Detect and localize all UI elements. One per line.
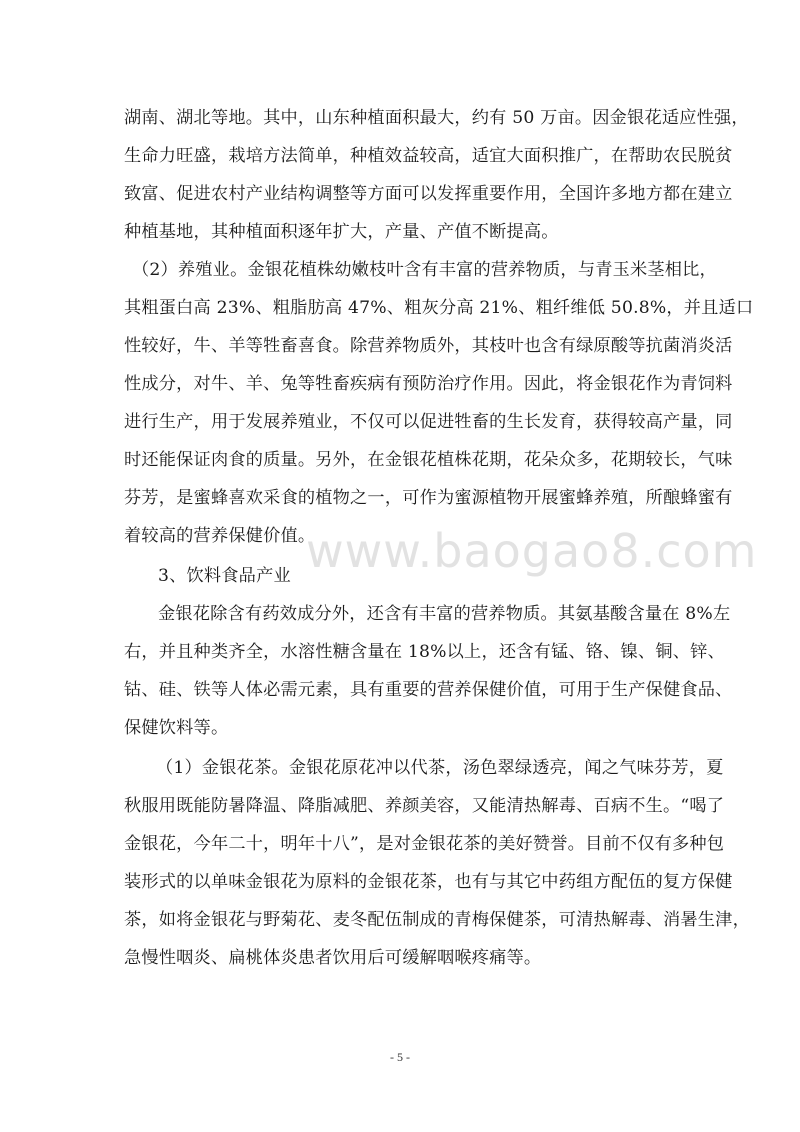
body-line: 致富、促进农村产业结构调整等方面可以发挥重要作用，全国许多地方都在建立 (124, 184, 733, 204)
watermark: www.baogao8.com (306, 524, 758, 578)
body-line: 生命力旺盛，栽培方法简单，种植效益较高，适宜大面积推广，在帮助农民脱贫 (124, 146, 733, 166)
body-line: 芬芳，是蜜蜂喜欢采食的植物之一，可作为蜜源植物开展蜜蜂养殖，所酿蜂蜜有 (124, 488, 733, 508)
section-heading: 3、饮料食品产业 (158, 566, 291, 586)
body-line: 保健饮料等。 (124, 718, 229, 738)
body-line: （2）养殖业。金银花植株幼嫩枝叶含有丰富的营养物质，与青玉米茎相比， (132, 260, 717, 280)
body-line: 金银花，今年二十，明年十八”，是对金银花茶的美好赞誉。目前不仅有多种包 (124, 834, 725, 854)
body-line: 湖南、湖北等地。其中，山东种植面积最大，约有 50 万亩。因金银花适应性强， (124, 108, 749, 128)
body-line: 其粗蛋白高 23%、粗脂肪高 47%、粗灰分高 21%、粗纤维低 50.8%，并且适口 (124, 298, 754, 318)
body-line: 金银花除含有药效成分外，还含有丰富的营养物质。其氨基酸含量在 8%左 (158, 604, 731, 624)
body-line: 茶，如将金银花与野菊花、麦冬配伍制成的青梅保健茶，可清热解毒、消暑生津， (124, 910, 750, 930)
body-line: 右，并且种类齐全，水溶性糖含量在 18%以上，还含有锰、铬、镍、铜、锌、 (124, 642, 725, 662)
body-line: 急慢性咽炎、扁桃体炎患者饮用后可缓解咽喉疼痛等。 (124, 948, 542, 968)
body-line: （1）金银花茶。金银花原花冲以代茶，汤色翠绿透亮，闻之气味芬芳，夏 (156, 758, 724, 778)
body-line: 着较高的营养保健价值。 (124, 526, 316, 546)
page-number: - 5 - (390, 1050, 410, 1064)
body-line: 性成分，对牛、羊、兔等牲畜疾病有预防治疗作用。因此，将金银花作为青饲料 (124, 374, 733, 394)
body-line: 种植基地，其种植面积逐年扩大，产量、产值不断提高。 (124, 222, 559, 242)
body-line: 性较好，牛、羊等牲畜喜食。除营养物质外，其枝叶也含有绿原酸等抗菌消炎活 (124, 336, 733, 356)
body-line: 装形式的以单味金银花为原料的金银花茶，也有与其它中药组方配伍的复方保健 (124, 872, 733, 892)
body-line: 秋服用既能防暑降温、降脂减肥、养颜美容，又能清热解毒、百病不生。“喝了 (124, 796, 725, 816)
body-line: 时还能保证肉食的质量。另外，在金银花植株花期，花朵众多，花期较长，气味 (124, 450, 733, 470)
body-line: 钴、硅、铁等人体必需元素，具有重要的营养保健价值，可用于生产保健食品、 (124, 680, 733, 700)
body-line: 进行生产，用于发展养殖业，不仅可以促进牲畜的生长发育，获得较高产量，同 (124, 412, 733, 432)
